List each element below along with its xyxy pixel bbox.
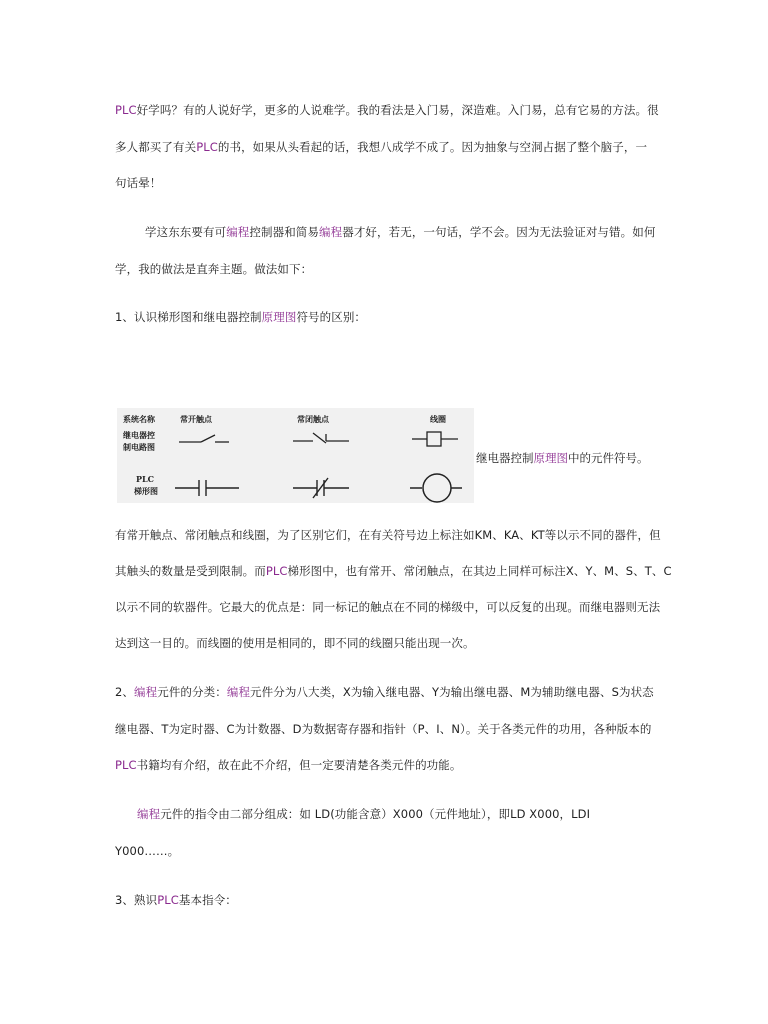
text-span: 2、 [115, 685, 135, 699]
text-span: 有常开触点、常闭触点和线圈，为了区别它们，在有关符号边上标注如KM、KA、KT等以示不同的器件，但 [115, 528, 661, 542]
text-span: Y000……。 [115, 844, 180, 858]
keyword-link[interactable]: 原理图 [261, 310, 297, 324]
text-span: 多人都买了有关 [115, 140, 197, 154]
plc-coil-symbol [410, 474, 462, 502]
text-span: 元件的指令由二部分组成：如 LD(功能含意）X000（元件地址），即LD X000，LDI [160, 807, 591, 821]
relay-no-contact-symbol [179, 435, 229, 442]
text-span: 元件分为八大类，X为输入继电器、Y为输出继电器、M为辅助继电器、S为状态 [250, 685, 654, 699]
keyword-link[interactable]: PLC [157, 893, 179, 907]
text-span: 学这东东要有可 [145, 225, 227, 239]
header-nc-contact: 常闭触点 [297, 414, 329, 424]
keyword-link[interactable]: PLC [265, 564, 288, 578]
text-span: 学，我的做法是直奔主题。做法如下： [115, 262, 313, 276]
text-span: 书籍均有介绍，故在此不介绍，但一定要清楚各类元件的功能。 [136, 758, 462, 772]
text-span: 梯形图中，也有常开、常闭触点，在其边上同样可标注X、Y、M、S、T、C [287, 564, 672, 578]
text-line-p4d [115, 635, 475, 651]
text-span: 元件的分类： [157, 685, 227, 699]
text-line-p2a [145, 224, 655, 240]
text-line-p1a [115, 102, 659, 118]
caption-text-b: 中的元件符号。 [568, 451, 649, 465]
text-span: 以示不同的软器件。它最大的优点是：同一标记的触点在不同的梯级中，可以反复的出现。而继电器则无法 [115, 600, 661, 614]
text-line-p5b [115, 721, 651, 737]
text-span: 3、熟识 [115, 893, 158, 907]
text-line-p7 [115, 892, 237, 908]
text-span: 其触头的数量是受到限制。而 [115, 564, 266, 578]
text-line-p3 [115, 309, 366, 325]
row-plc-label-b: 梯形图 [134, 486, 158, 496]
row-plc-label-a: PLC [136, 474, 155, 484]
text-line-p4c [115, 599, 660, 615]
keyword-link[interactable]: 编程 [226, 685, 251, 699]
text-span: 达到这一目的。而线圈的使用是相同的，即不同的线圈只能出现一次。 [115, 636, 475, 650]
text-line-p1c [115, 175, 161, 191]
keyword-link[interactable]: 编程 [134, 685, 158, 699]
text-line-p5c [115, 757, 461, 773]
keyword-link[interactable]: 编程 [226, 225, 250, 239]
text-line-p6b [115, 843, 179, 859]
keyword-link[interactable]: PLC [196, 140, 218, 154]
keyword-link[interactable]: 编程 [137, 807, 161, 821]
text-span: 符号的区别： [296, 310, 367, 324]
header-system-name: 系统名称 [123, 414, 155, 424]
symbol-table-svg [117, 408, 474, 503]
text-line-p6a [137, 806, 590, 822]
text-line-p1b [115, 139, 647, 155]
plc-nc-contact-symbol [293, 478, 349, 498]
header-no-contact: 常开触点 [180, 414, 212, 424]
keyword-link[interactable]: 编程 [319, 225, 343, 239]
header-coil: 线圈 [430, 414, 446, 424]
symbol-comparison-figure [117, 408, 474, 503]
text-span: 的书，如果从头看起的话，我想八成学不成了。因为抽象与空洞占据了整个脑子，一 [217, 140, 648, 154]
relay-nc-contact-symbol [293, 433, 349, 443]
row-relay-label-b: 制电路图 [123, 442, 155, 452]
text-span: 器才好，若无，一句话，学不会。因为无法验证对与错。如何 [342, 225, 656, 239]
text-line-p4b [115, 563, 672, 579]
text-line-p5a [115, 684, 654, 700]
text-span: 1、认识梯形图和继电器控制 [115, 310, 262, 324]
text-span: 好学吗？有的人说好学，更多的人说难学。我的看法是入门易，深造难。入门易，总有它易的方法。很 [136, 103, 659, 117]
text-line-p2b [115, 261, 312, 277]
caption-link-schematic[interactable]: 原理图 [533, 451, 568, 465]
text-span: 控制器和简易 [249, 225, 320, 239]
text-span: 基本指令： [178, 893, 237, 907]
caption-text-a: 继电器控制 [476, 451, 534, 465]
text-line-p4a [115, 527, 661, 543]
keyword-link[interactable]: PLC [115, 103, 137, 117]
relay-coil-symbol [412, 432, 458, 446]
figure-caption [476, 450, 649, 466]
text-span: 句话晕！ [115, 176, 162, 190]
row-relay-label-a: 继电器控 [123, 430, 155, 440]
plc-no-contact-symbol [175, 480, 239, 496]
text-span: 继电器、T为定时器、C为计数器、D为数据寄存器和指针（P、I、N）。关于各类元件的功用，各种版本的 [115, 722, 652, 736]
keyword-link[interactable]: PLC [115, 758, 137, 772]
